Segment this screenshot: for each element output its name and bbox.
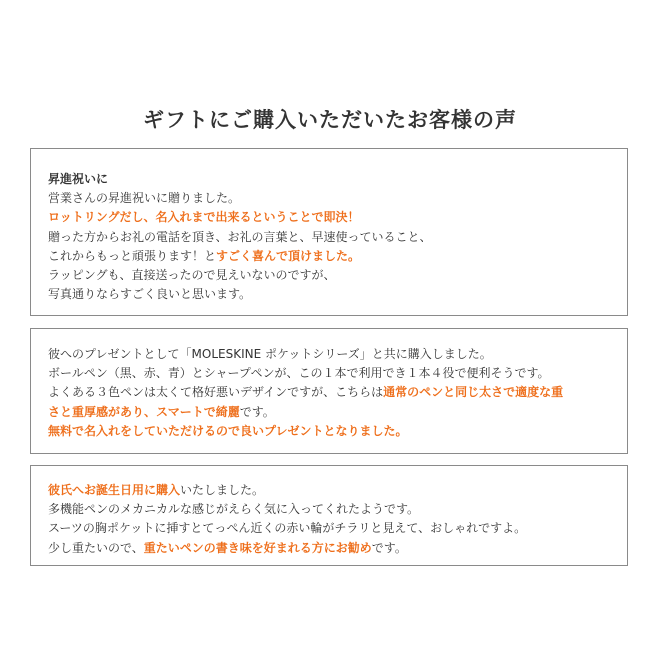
review-text (48, 481, 615, 558)
highlight-text: 無料で名入れをしていただけるので良いプレゼントとなりました。 (48, 423, 408, 438)
review-line (48, 228, 615, 247)
review-line (48, 208, 615, 227)
review-text-segment: 少し重たいので、 (48, 540, 144, 555)
highlight-text: ロットリングだし、名入れまで出来るということで即決！ (48, 210, 360, 225)
review-line (48, 170, 615, 189)
review-text-segment: です。 (239, 404, 275, 419)
review-card (30, 328, 628, 454)
review-text-segment: これからもっと頑張ります！と (48, 248, 217, 263)
review-text-segment: ボールペン（黒、赤、青）とシャープペンが、この１本で利用でき１本４役で便利そうです。 (48, 366, 550, 381)
highlight-text: さと重厚感があり、スマートで綺麗 (48, 404, 240, 419)
review-line (48, 539, 615, 558)
page-title: ギフトにご購入いただいたお客様の声 (143, 108, 517, 132)
highlight-text: 彼氏へお誕生日用に購入 (48, 483, 181, 497)
review-text (48, 345, 615, 441)
review-text-segment: 多機能ペンのメカニカルな感じがえらく気に入ってくれたようです。 (48, 502, 420, 517)
review-line (48, 285, 615, 304)
review-line (48, 481, 615, 500)
review-text-segment: ラッピングも、直接送ったので見えいないのですが、 (48, 267, 336, 282)
review-line (48, 500, 615, 519)
review-text-segment: いたしました。 (180, 483, 265, 497)
review-line (48, 364, 615, 383)
review-line (48, 383, 615, 402)
review-line (48, 422, 615, 441)
review-line (48, 403, 615, 422)
review-line (48, 189, 615, 208)
review-line (48, 266, 615, 285)
review-card (30, 148, 628, 316)
highlight-text: 重たいペンの書き味を好まれる方にお勧め (143, 540, 372, 555)
review-text-segment: よくある３色ペンは太くて格好悪いデザインですが、こちらは (48, 385, 384, 400)
review-text-segment: 営業さんの昇進祝いに贈りました。 (48, 191, 241, 206)
review-card (30, 465, 628, 566)
review-line (48, 247, 615, 266)
review-text (48, 170, 615, 304)
review-line (48, 345, 615, 364)
review-text-segment: 贈った方からお礼の電話を頂き、お礼の言葉と、早速使っていること、 (48, 229, 432, 244)
review-text-segment: です。 (371, 540, 407, 555)
review-text-segment: スーツの胸ポケットに挿すとてっぺん近くの赤い輪がチラリと見えて、おしゃれですよ。 (48, 521, 527, 536)
review-line (48, 519, 615, 538)
review-text-segment: 写真通りならすごく良いと思います。 (48, 287, 252, 302)
review-text-segment: 彼へのプレゼントとして「MOLESKINE ポケットシリーズ」と共に購入しました。 (48, 347, 492, 361)
highlight-text: 通常のペンと同じ太さで適度な重 (383, 385, 564, 400)
highlight-text: すごく喜んで頂けました。 (216, 248, 361, 263)
review-heading: 昇進祝いに (48, 172, 109, 186)
